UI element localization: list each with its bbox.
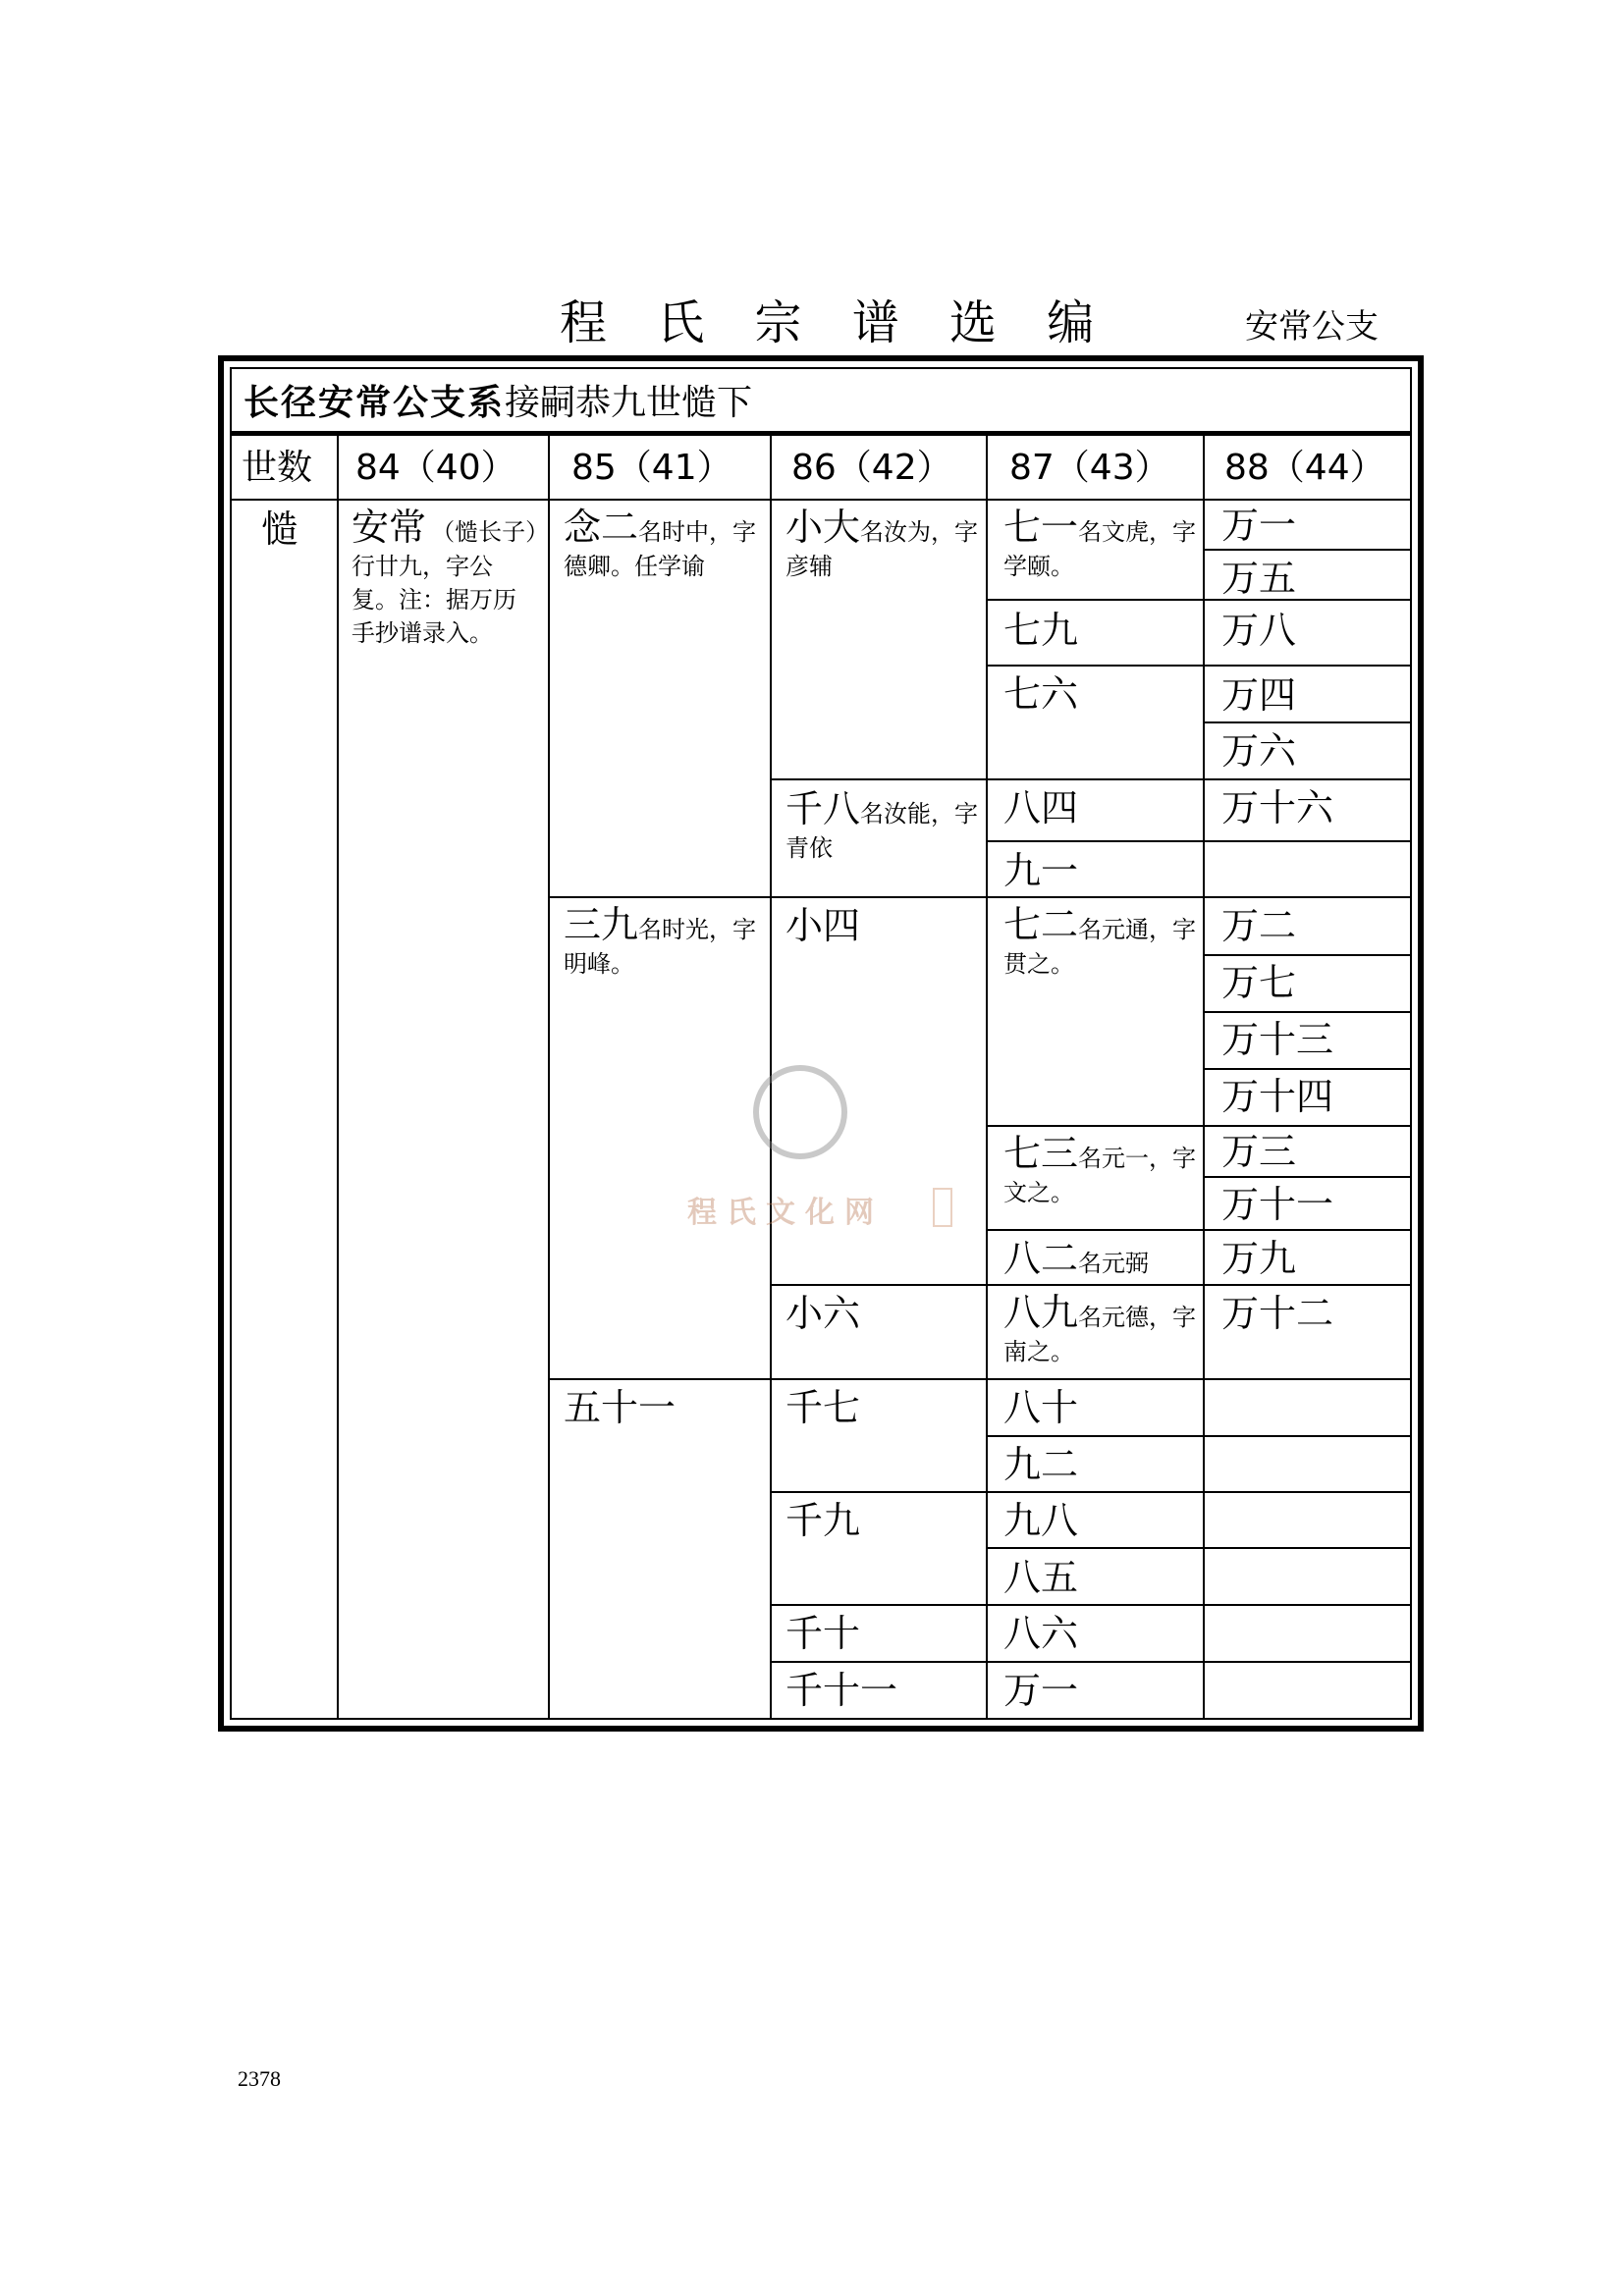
- row-divider: [986, 1547, 1412, 1549]
- person-name: 万十二: [1221, 1292, 1334, 1335]
- person-name: 千十: [785, 1612, 861, 1655]
- person-note: 名元通，字贯之。: [1003, 916, 1197, 978]
- header-cell: 87（43）: [1009, 448, 1170, 488]
- watermark-seal-icon: [753, 1065, 847, 1159]
- person-entry: [1003, 902, 1196, 981]
- row-divider: [1203, 954, 1412, 956]
- row-divider: [986, 1229, 1412, 1231]
- row-divider: [986, 840, 1412, 842]
- person-name: 念二: [564, 506, 639, 549]
- person-entry: [564, 505, 760, 583]
- person-name: 八六: [1003, 1612, 1079, 1655]
- row-divider: [986, 1435, 1412, 1437]
- person-name: 万四: [1221, 673, 1297, 717]
- row-divider: [1203, 1011, 1412, 1013]
- header-cell: 84（40）: [355, 448, 516, 488]
- row-divider: [770, 1661, 1412, 1663]
- ancestor-name: 慥: [261, 507, 299, 551]
- person-name: 安常: [352, 506, 427, 549]
- person-name: 九一: [1003, 849, 1079, 892]
- person-note: 名时光，字明峰。: [564, 916, 757, 978]
- person-name: 万十一: [1221, 1183, 1334, 1226]
- person-name: 小四: [785, 904, 861, 947]
- row-divider: [1203, 1176, 1412, 1178]
- person-name: 小六: [785, 1292, 861, 1335]
- column-divider: [337, 436, 339, 1720]
- person-name: 万三: [1221, 1130, 1297, 1173]
- person-note: 名元弼: [1078, 1250, 1150, 1277]
- table-title-main: 长径安常公支系: [244, 382, 506, 423]
- person-name: 万十六: [1221, 786, 1334, 829]
- person-name: 小大: [785, 506, 861, 549]
- person-note: 名汝能，字青依: [785, 800, 979, 862]
- person-name: 三九: [564, 903, 639, 946]
- header-cell: 世数: [242, 448, 313, 488]
- book-title: 程 氏 宗 谱 选 编: [560, 295, 1112, 350]
- person-name: 七一: [1003, 506, 1079, 549]
- person-name: 八九: [1003, 1291, 1079, 1334]
- person-entry: [785, 786, 978, 865]
- person-note: 名汝为，字彦辅: [785, 518, 979, 580]
- person-name: 万一: [1221, 504, 1297, 547]
- person-name: 万十三: [1221, 1018, 1334, 1061]
- person-name: 万二: [1221, 904, 1297, 947]
- row-divider: [770, 1604, 1412, 1606]
- person-name: 五十一: [564, 1386, 677, 1429]
- person-name: 九八: [1003, 1499, 1079, 1542]
- row-divider: [1203, 721, 1412, 723]
- table-title: [230, 367, 1412, 436]
- person-name: 千十一: [785, 1669, 898, 1712]
- person-entry: [564, 902, 760, 981]
- person-name: 八四: [1003, 786, 1079, 829]
- header-cell: 88（44）: [1224, 448, 1385, 488]
- person-name: 七三: [1003, 1132, 1079, 1175]
- person-entry: [1003, 505, 1196, 583]
- person-name: 七九: [1003, 609, 1079, 652]
- person-name: 万一: [1003, 1669, 1079, 1712]
- row-divider: [770, 1284, 1412, 1286]
- person-note: （慥长子）行廿九，字公复。注：据万历手抄谱录入。: [352, 518, 538, 647]
- person-note: 名时中，字德卿。任学谕: [564, 518, 757, 580]
- person-name: 七六: [1003, 672, 1079, 716]
- page-number: 2378: [238, 2066, 281, 2091]
- person-name: 八二: [1003, 1237, 1079, 1280]
- person-note: 名文虎，字学颐。: [1003, 518, 1197, 580]
- table-title-sub: 接嗣恭九世慥下: [505, 383, 753, 423]
- row-divider: [986, 599, 1412, 601]
- row-divider: [548, 896, 1412, 898]
- person-entry: [352, 505, 538, 650]
- person-note: 名元德，字南之。: [1003, 1304, 1197, 1365]
- branch-name: 安常公支: [1245, 307, 1379, 347]
- person-name: 七二: [1003, 903, 1079, 946]
- person-name: 八五: [1003, 1556, 1079, 1599]
- watermark: [687, 1065, 962, 1252]
- row-divider: [770, 778, 1412, 780]
- person-name: 千八: [785, 787, 861, 830]
- column-divider: [548, 436, 550, 1720]
- row-divider: [770, 1491, 1412, 1493]
- header-cell: 85（41）: [571, 448, 732, 488]
- header-cell: 86（42）: [791, 448, 952, 488]
- row-divider: [1203, 549, 1412, 551]
- person-name: 万六: [1221, 729, 1297, 773]
- person-name: 万七: [1221, 961, 1297, 1004]
- person-entry: [1003, 1290, 1196, 1368]
- person-name: 万十四: [1221, 1075, 1334, 1118]
- watermark-stamp-icon: [933, 1188, 952, 1227]
- person-entry: [1003, 1236, 1196, 1281]
- header-divider: [230, 499, 1412, 501]
- row-divider: [548, 1378, 1412, 1380]
- person-name: 万九: [1221, 1237, 1297, 1280]
- person-entry: [785, 505, 978, 583]
- person-entry: [1003, 1131, 1196, 1209]
- row-divider: [1203, 1068, 1412, 1070]
- column-divider: [1203, 436, 1205, 1720]
- person-name: 八十: [1003, 1386, 1079, 1429]
- person-name: 万八: [1221, 609, 1297, 652]
- person-name: 万五: [1221, 557, 1297, 600]
- person-name: 千七: [785, 1386, 861, 1429]
- person-name: 九二: [1003, 1443, 1079, 1486]
- watermark-text: 程氏文化网: [687, 1196, 884, 1230]
- row-divider: [986, 665, 1412, 667]
- person-name: 千九: [785, 1499, 861, 1542]
- row-divider: [986, 1125, 1412, 1127]
- person-note: 名元一，字文之。: [1003, 1145, 1197, 1206]
- column-divider: [986, 436, 988, 1720]
